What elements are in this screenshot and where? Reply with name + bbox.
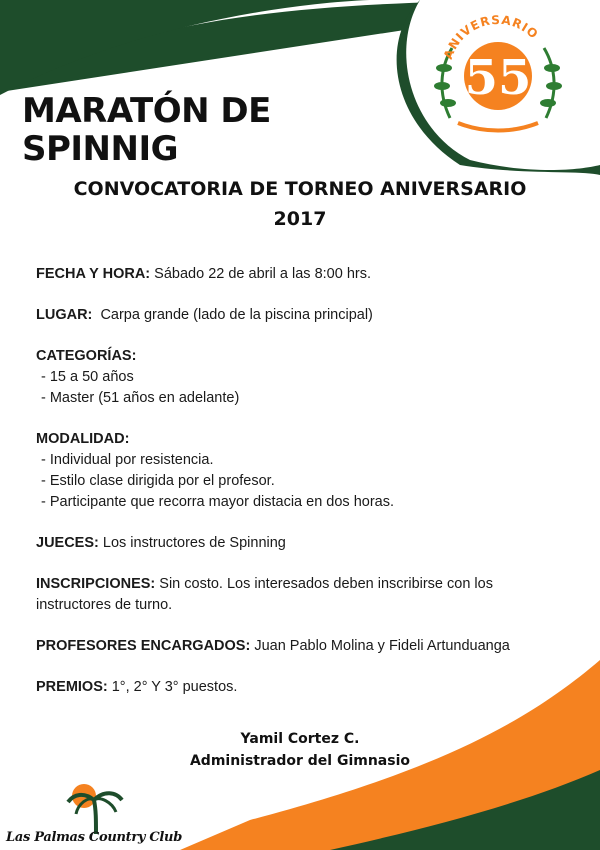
signature-name: Yamil Cortez C.: [240, 731, 360, 747]
jueces-row: [36, 533, 546, 554]
event-details: [36, 264, 546, 718]
premios-value: 1°, 2° Y 3° puestos.: [107, 679, 238, 695]
modalidad-label: MODALIDAD:: [36, 431, 130, 447]
lugar-value: Carpa grande (lado de la piscina principal): [92, 307, 373, 323]
subtitle: CONVOCATORIA DE TORNEO ANIVERSARIO: [73, 178, 527, 200]
fecha-label: FECHA Y HORA:: [36, 266, 151, 282]
profesores-row: [36, 636, 546, 657]
premios-row: [36, 677, 546, 698]
inscripciones-label: INSCRIPCIONES:: [36, 576, 156, 592]
palm-tree-icon: [60, 780, 130, 836]
list-item: - Master (51 años en adelante): [41, 390, 240, 406]
categorias-row: [36, 346, 546, 409]
fecha-value: Sábado 22 de abril a las 8:00 hrs.: [150, 266, 372, 282]
anniversary-logo: [428, 8, 568, 138]
inscripciones-value: Sin costo. Los interesados deben inscribirse con los instructores de turno.: [36, 576, 493, 613]
profesores-value: Juan Pablo Molina y Fideli Artunduanga: [250, 638, 510, 654]
title-line-1: MARATÓN DE: [22, 91, 271, 131]
signature-role: Administrador del Gimnasio: [189, 753, 411, 769]
title-line-2: SPINNIG: [22, 129, 179, 169]
list-item: - 15 a 50 años: [41, 369, 134, 385]
fecha-row: [36, 264, 546, 285]
list-item: - Estilo clase dirigida por el profesor.: [41, 473, 275, 489]
lugar-label: LUGAR:: [36, 307, 93, 323]
list-item: - Individual por resistencia.: [41, 452, 214, 468]
subtitle-year: 2017: [273, 208, 327, 230]
list-item: - Participante que recorra mayor distacia en dos horas.: [41, 494, 395, 510]
jueces-value: Los instructores de Spinning: [98, 535, 286, 551]
categorias-label: CATEGORÍAS:: [36, 348, 137, 364]
lugar-row: [36, 305, 546, 326]
anniversary-number: 55: [464, 50, 532, 106]
profesores-label: PROFESORES ENCARGADOS:: [36, 638, 251, 654]
modalidad-row: [36, 429, 546, 513]
premios-label: PREMIOS:: [36, 679, 108, 695]
jueces-label: JUECES:: [36, 535, 99, 551]
signature: [0, 728, 600, 772]
page-title: [22, 92, 271, 168]
inscripciones-row: [36, 574, 546, 616]
club-logo-text: Las Palmas Country Club: [6, 830, 183, 845]
anniversary-arc-text: ANIVERSARIO: [440, 12, 542, 62]
